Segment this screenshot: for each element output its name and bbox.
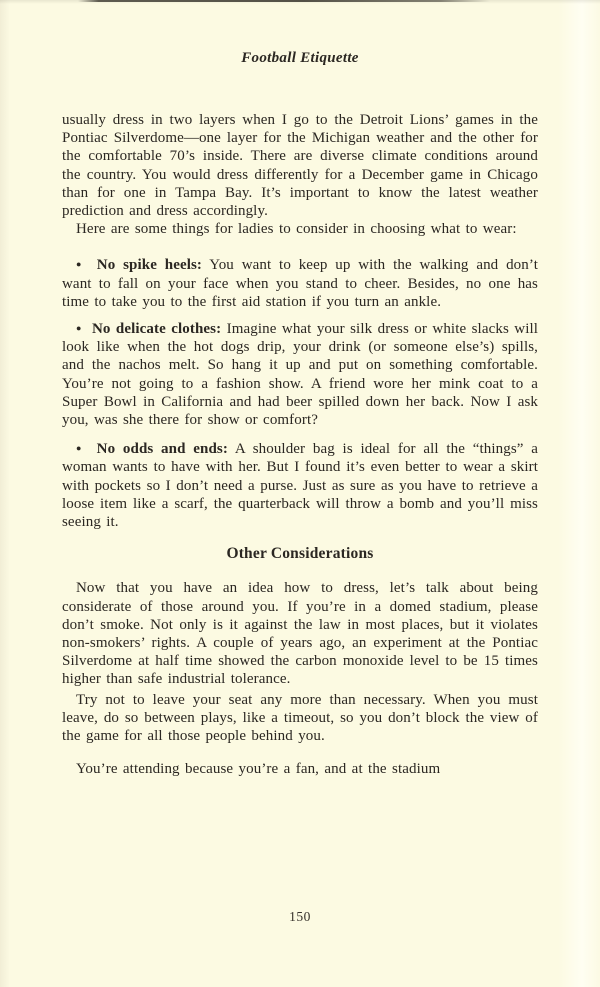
- bullet-text: Imagine what your silk dress or white slacks will look like when the hot dogs drip, your drink (or someone else’s) spills, and the nachos melt. So hang it up and put on something comfortable. You’re not going to a fashion show. A friend wore her mink coat to a Super Bowl in California and had beer spilled down her back. Now I ask you, was she there for show or comfort?: [62, 321, 539, 429]
- bullet-item-spike-heels: [62, 255, 538, 311]
- body-text-column: [62, 111, 538, 779]
- bullet-lead: No odds and ends:: [96, 441, 228, 458]
- bullet-lead: No spike heels:: [96, 257, 203, 274]
- page-number: 150: [289, 909, 311, 924]
- bullet-item-odds-and-ends: [62, 439, 538, 531]
- bullet-lead: No delicate clothes:: [92, 321, 222, 338]
- bullet-text: A shoulder bag is ideal for all the “things” a woman wants to have with her. But I found it’s even better to wear a skirt with pockets so I don’t need a purse. Just as sure as you have to retrieve a loose item like a scarf, the quarterback will throw a bomb and you’ll miss seeing it.: [62, 441, 539, 531]
- section-heading: Other Considerations: [226, 545, 374, 563]
- paragraph-leave-seat: Try not to leave your seat any more than necessary. When you must leave, do so between plays, like a timeout, so you don’t block the view of the game for all those people behind you.: [62, 691, 538, 745]
- bullet-icon: ●: [76, 259, 84, 270]
- bullet-icon: ●: [76, 443, 84, 454]
- bullet-text: You want to keep up with the walking and don’t want to fall on your face when you stand to cheer. Besides, no one has time to take you to the first aid station if you turn an ankle.: [62, 257, 538, 310]
- running-header-wrap: [62, 0, 538, 67]
- bullet-item-delicate-clothes: [62, 319, 538, 429]
- bullet-icon: ●: [76, 323, 82, 334]
- paragraph-considerate: Now that you have an idea how to dress, let’s talk about being considerate of those around you. If you’re in a domed stadium, please don’t smoke. Not only is it against the law in most places, but it violates non-smokers’ rights. A couple of years ago, an experiment at the Pontiac Silverdome at half time showed the carbon monoxide level to be 15 times higher than safe industrial tolerance.: [62, 580, 538, 688]
- paragraph-intro: usually dress in two layers when I go to the Detroit Lions’ games in the Pontiac Silverdome—one layer for the Michigan weather and the other for the comfortable 70’s inside. There are diverse climate conditions around the country. You would dress differently for a December game in Chicago than for one in Tampa Bay. It’s important to know the latest weather prediction and dress accordingly.: [62, 112, 538, 220]
- running-header: Football Etiquette: [241, 50, 359, 66]
- paragraph-ladies-intro: Here are some things for ladies to consider in choosing what to wear:: [76, 221, 517, 238]
- paragraph-attending: You’re attending because you’re a fan, and at the stadium: [76, 761, 441, 778]
